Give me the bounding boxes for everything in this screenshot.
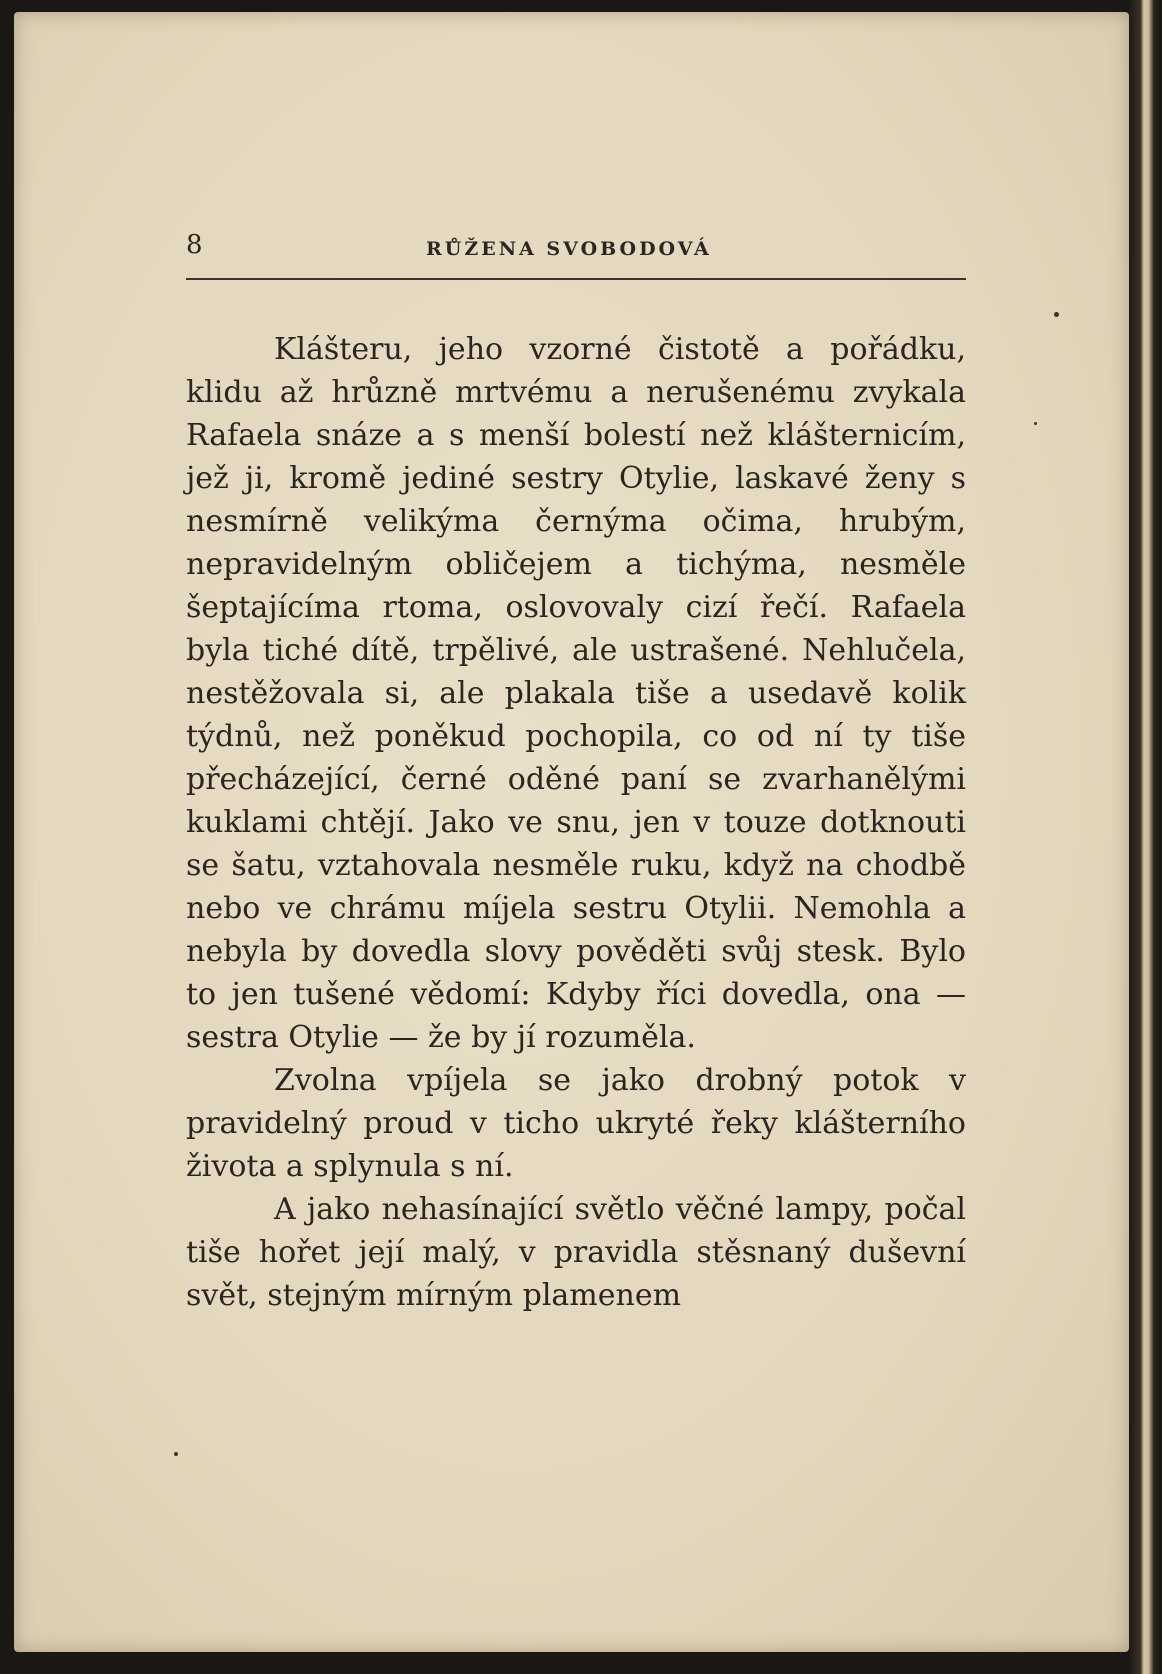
body-text: [186, 328, 966, 1317]
paper-speck: [1034, 422, 1037, 425]
paragraph: A jako nehasínající světlo věčné lampy, počal tiše hořet její malý, v pravidla stěsnaný duševní svět, stejným mírným plamenem: [186, 1192, 966, 1313]
running-head: RŮŽENA SVOBODOVÁ: [426, 238, 712, 260]
book-page-edge: [1129, 0, 1162, 1674]
paper-speck: [174, 1452, 178, 1456]
page-number: 8: [186, 230, 203, 260]
header-rule: [186, 278, 966, 280]
paper-speck: [1054, 312, 1059, 317]
paragraph: Zvolna vpíjela se jako drobný potok v pravidelný proud v ticho ukryté řeky klášterního života a splynula s ní.: [186, 1063, 966, 1184]
paragraph: Klášteru, jeho vzorné čistotě a pořádku, klidu až hrůzně mrtvému a nerušenému zvykala Rafaela snáze a s menší bolestí než klášternicím, jež ji, kromě jediné sestry Otylie, laskavé ženy s nesmírně velikýma černýma očima, hrubým, nepravidelným obličejem a tichýma, nesměle šeptajícíma rtoma, oslovovaly cizí řečí. Rafaela byla tiché dítě, trpělivé, ale ustrašené. Nehlučela, nestěžovala si, ale plakala tiše a usedavě kolik týdnů, než poněkud pochopila, co od ní ty tiše přecházející, černé oděné paní se zvarhanělými kuklami chtějí. Jako ve snu, jen v touze dotknouti se šatu, vztahovala nesměle ruku, když na chodbě nebo ve chrámu míjela sestru Otylii. Nemohla a nebyla by dovedla slovy pověděti svůj stesk. Bylo to jen tušené vědomí: Kdyby říci dovedla, ona — sestra Otylie — že by jí rozuměla.: [186, 332, 966, 1055]
page-header: [186, 230, 966, 270]
